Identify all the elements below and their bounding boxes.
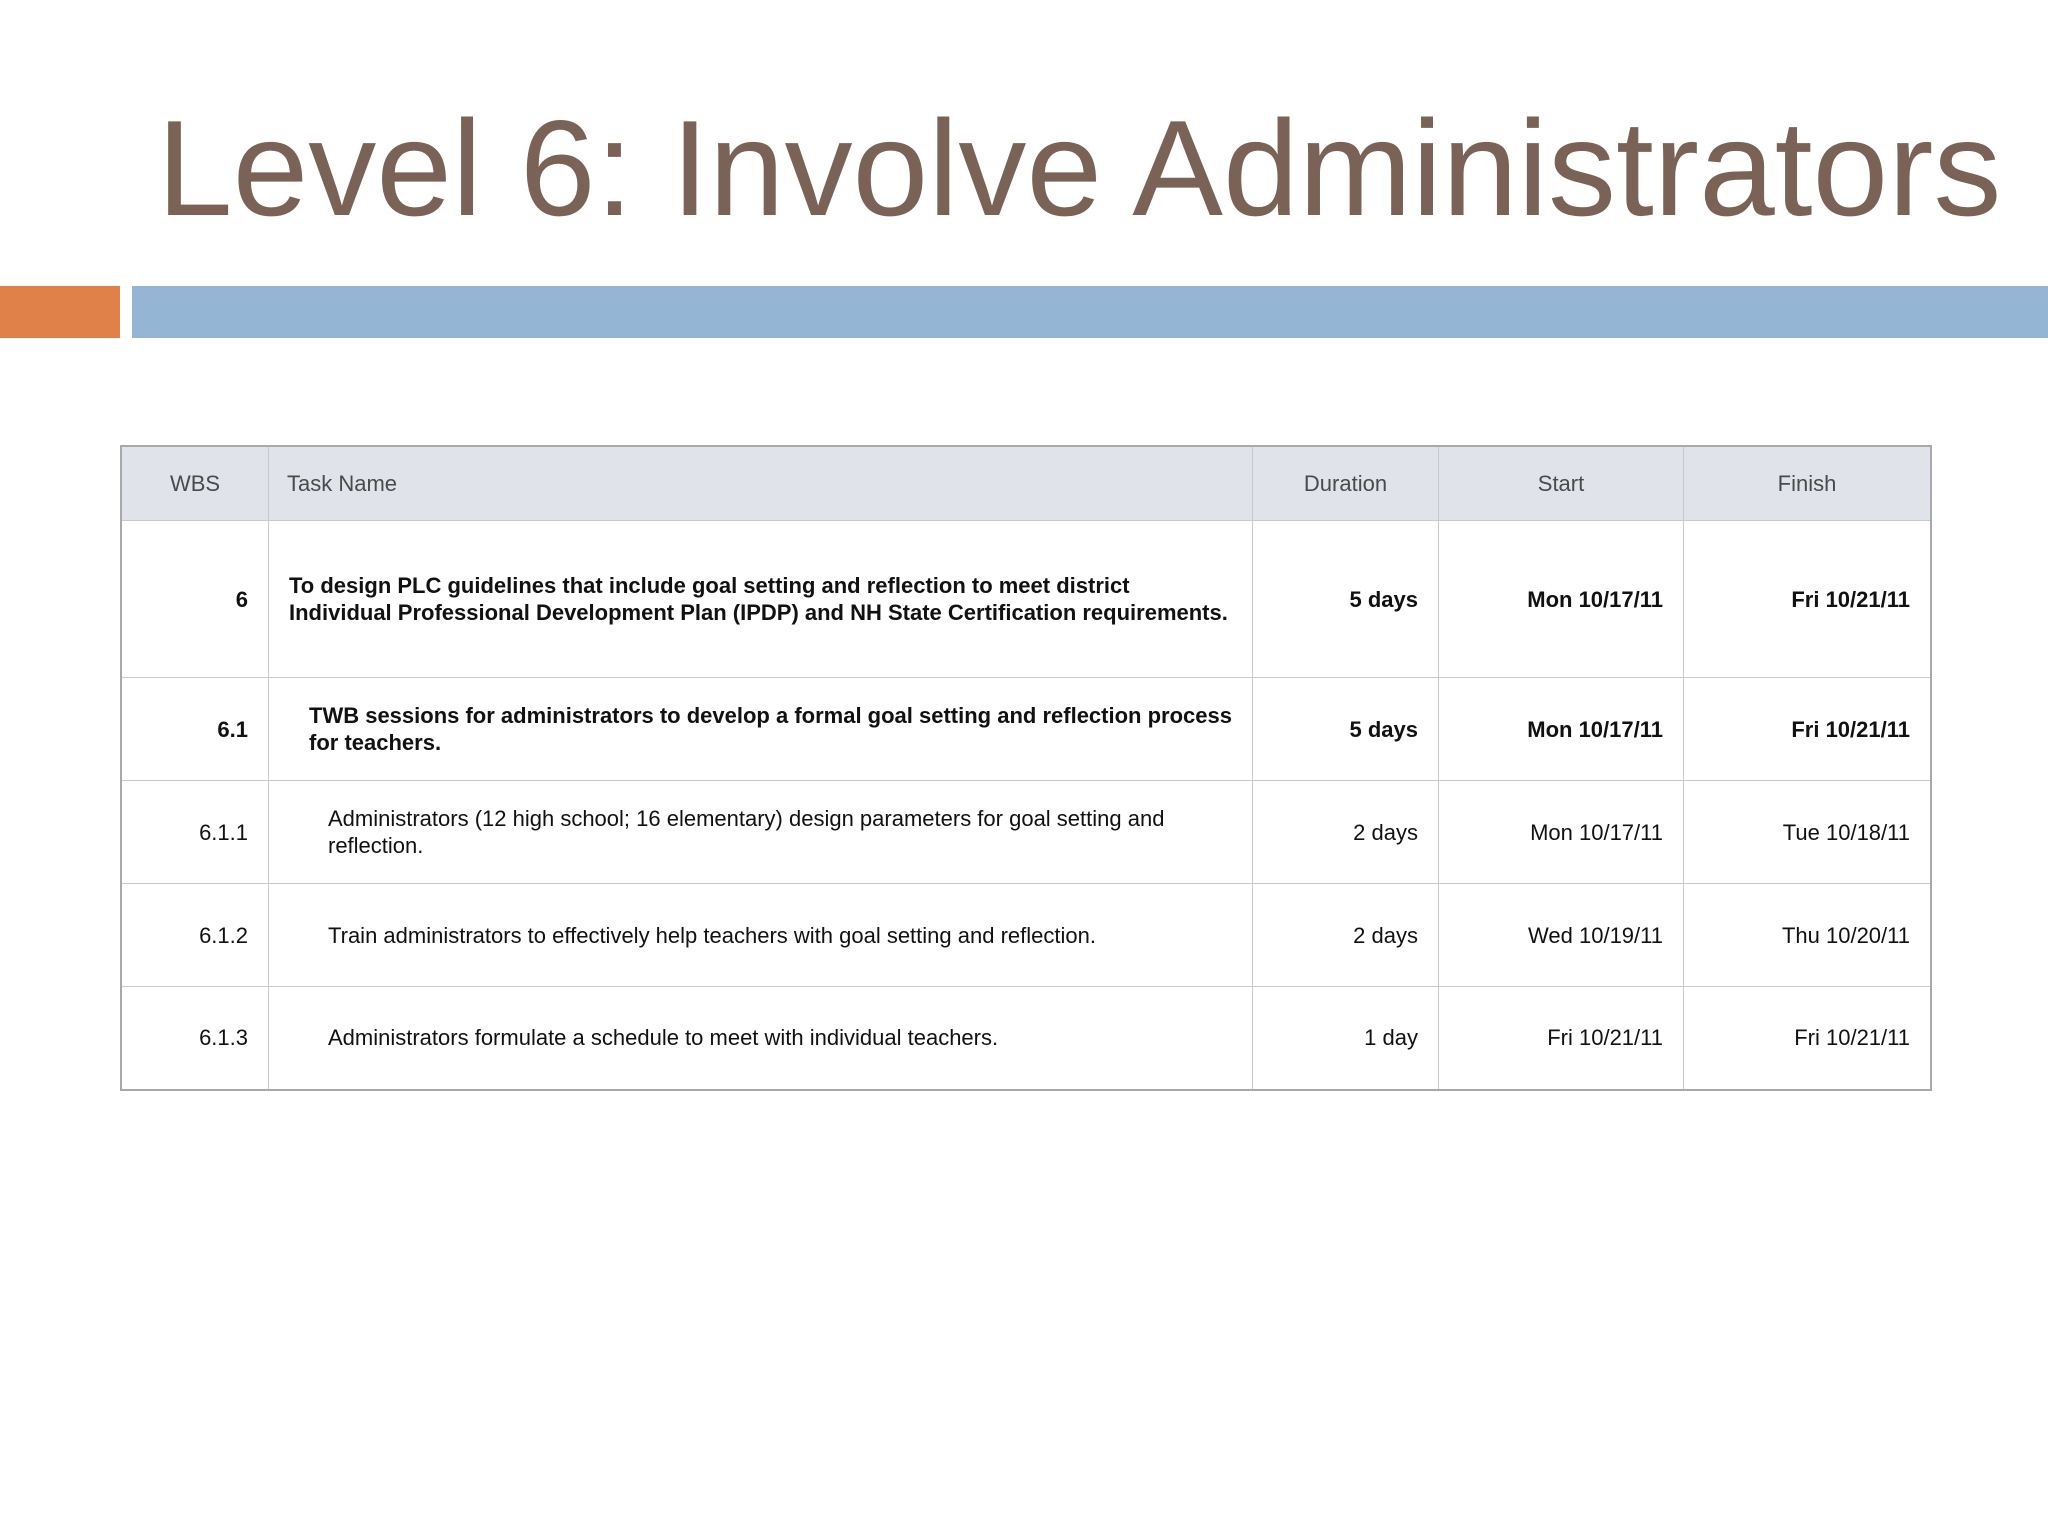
header-duration: Duration bbox=[1253, 446, 1439, 521]
slide-title: Level 6: Involve Administrators bbox=[157, 92, 2002, 244]
cell-duration: 1 day bbox=[1253, 987, 1439, 1090]
header-start: Start bbox=[1439, 446, 1684, 521]
cell-task-name bbox=[269, 884, 1253, 987]
cell-duration: 2 days bbox=[1253, 781, 1439, 884]
cell-wbs: 6.1.3 bbox=[121, 987, 269, 1090]
cell-finish: Fri 10/21/11 bbox=[1684, 521, 1932, 678]
cell-wbs: 6.1.2 bbox=[121, 884, 269, 987]
table-row bbox=[121, 521, 1931, 678]
table-row bbox=[121, 781, 1931, 884]
task-text: Train administrators to effectively help teachers with goal setting and reflection. bbox=[328, 922, 1096, 948]
cell-start: Mon 10/17/11 bbox=[1439, 781, 1684, 884]
table-header-row bbox=[121, 446, 1931, 521]
cell-wbs: 6.1.1 bbox=[121, 781, 269, 884]
cell-task-name bbox=[269, 678, 1253, 781]
task-text: Administrators formulate a schedule to meet with individual teachers. bbox=[328, 1025, 999, 1051]
wbs-table bbox=[120, 445, 1932, 1091]
cell-task-name bbox=[269, 987, 1253, 1090]
cell-wbs: 6.1 bbox=[121, 678, 269, 781]
header-finish: Finish bbox=[1684, 446, 1932, 521]
cell-finish: Tue 10/18/11 bbox=[1684, 781, 1932, 884]
cell-start: Mon 10/17/11 bbox=[1439, 678, 1684, 781]
cell-duration: 2 days bbox=[1253, 884, 1439, 987]
header-task-name: Task Name bbox=[269, 446, 1253, 521]
cell-wbs: 6 bbox=[121, 521, 269, 678]
task-text: Administrators (12 high school; 16 elementary) design parameters for goal setting and reflection. bbox=[328, 806, 1165, 858]
header-wbs: WBS bbox=[121, 446, 269, 521]
table-row bbox=[121, 884, 1931, 987]
table-row bbox=[121, 678, 1931, 781]
cell-start: Fri 10/21/11 bbox=[1439, 987, 1684, 1090]
cell-start: Wed 10/19/11 bbox=[1439, 884, 1684, 987]
cell-finish: Fri 10/21/11 bbox=[1684, 987, 1932, 1090]
cell-task-name bbox=[269, 521, 1253, 678]
cell-duration: 5 days bbox=[1253, 521, 1439, 678]
cell-start: Mon 10/17/11 bbox=[1439, 521, 1684, 678]
cell-duration: 5 days bbox=[1253, 678, 1439, 781]
task-text: To design PLC guidelines that include goal setting and reflection to meet district Individual Professional Development Plan (IPDP) and NH State Certification requirements. bbox=[289, 573, 1228, 625]
cell-finish: Fri 10/21/11 bbox=[1684, 678, 1932, 781]
cell-finish: Thu 10/20/11 bbox=[1684, 884, 1932, 987]
table-row bbox=[121, 987, 1931, 1090]
accent-bar-orange bbox=[0, 286, 120, 338]
cell-task-name bbox=[269, 781, 1253, 884]
accent-bar-blue bbox=[132, 286, 2048, 338]
task-text: TWB sessions for administrators to develop a formal goal setting and reflection process for teachers. bbox=[309, 703, 1232, 755]
